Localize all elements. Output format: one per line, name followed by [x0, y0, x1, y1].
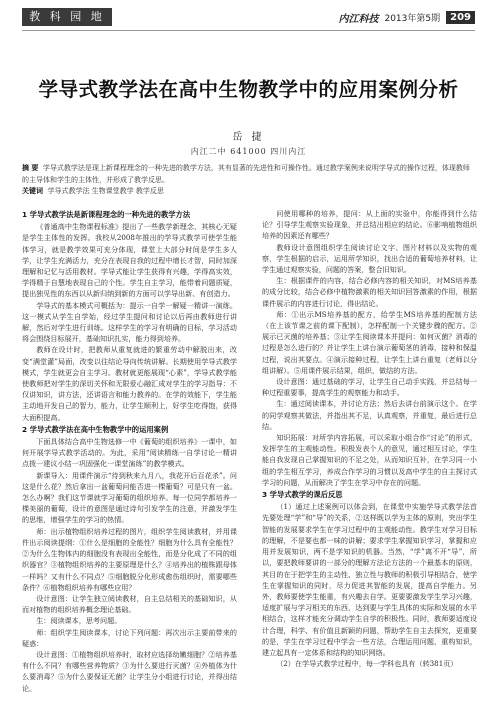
- body-paragraph: 师：出示植物组织培养过程的图片，组织学生阅读教材，并用课件出示阅读提纲：①什么是细胞的全能性？细胞为什么具有全能性？②为什么生物体内的细胞没有表现出全能性，而是分化成了不同的组织器官？③植物组织培养的主要原理是什么？④培养出的植株跟母体一样吗？又有什么不同点？⑤细胞脱分化形成愈伤组织时，需要哪些条件？⑥植物组织培养有哪些应用？: [22, 526, 237, 592]
- left-column: [22, 208, 237, 703]
- body-paragraph: （1）通过上述案例可以体会到，在课堂中实施学导式教学法首先要处理“学”和“导”的关系，②这样既以学为主体的原则，突出学生智能的发展要求学生在学习过程中的主观能动性。教学生对学习目标的理解，不是要也都一味的讲解；要求学生掌握知识学习，掌握和应用并发展知识，两不是学知识的机器。当然，“学”离不开“导”，所以，要把教师要讲的一部分的理解方法论方法的一个最基本的原则，其目的在于把学生的主动性、独立性与教师的积极引导相结合，使学生在掌握知识的同时，尽力促进其智能的发展，提高自学能力。另外，教师要使学生能重，有兴趣去自学。更要要激发学生学习兴趣，适度扩展与学习相关的东西，达到要与学生具体的实际和发展的水平相结合，这样才能充分调动学生自学的积极性。同时，教师要适度设计合理，科学、有价值且新颖的问题，帮助学生自主去探究，更重要的是，学生在学习过程中学会一些方法，合理运用问题，重构知识，建立起具有一定体系和结构的知识网络。: [262, 502, 477, 657]
- header-rule: [22, 30, 475, 31]
- body-paragraph: 生：通过阅读课本，并讨论方法；然后去讲台前演示这个。在学的同学观察其做法，并指出其不足，认真观察，并重复，最后进行总结。: [262, 399, 477, 431]
- body-paragraph: 设计意图：①植物组织培养时，取材应选择幼嫩细胞？②培养基有什么不同？有哪些营养物质？③为什么要进行灭菌？④外植体为什么要消毒？⑤为什么要保证无菌？让学生分小组进行讨论，并得出结论。: [22, 649, 237, 693]
- body-paragraph: 教师在设计时，把教师从重复就进的繁重劳动中解脱出来，改变“满堂灌”局面，改变以往结论导向传统讲解。长期使用学导式教学模式，学生就更会自主学习。教材就更能展现“心素”，学导式教学能使教师把对学生的深切关怀和无限爱心融汇成对学生的学习指导：不仅讲知识，讲方法，还讲语言和能力教养的。在学的效能下，学生能主动地开发自己的智力，能力，让学生顺利上，好学生吃得饱，获得大面积提高。: [22, 345, 237, 422]
- section-tab: 教 科 园 地: [22, 8, 112, 26]
- keywords-line: [22, 186, 475, 198]
- article-author: 岳 捷: [232, 132, 265, 143]
- article-title: 学导式教学法在高中生物教学中的应用案例分析: [38, 78, 459, 101]
- body-paragraph: 下面具体结合高中生物选修一中《葡萄的组织培养》一课中，如何开展学导式教学活动的。为此，采用“阅读精练一自学讨论一精讲点拨一建议小结一巩固强化一课堂演练”的教学模式。: [22, 437, 237, 469]
- page-number: 209: [446, 11, 475, 24]
- body-paragraph: 知识拓展：对所学内容拓展，可以采取小组合作“讨论”的形式，发挥学生的主观能动性。积极发表个人的意见，通过相互讨论，学生能自我发现自己掌握知识的不足之处，从而知识互补，在学习同一小组的学生相互学习，养成合作学习的习惯以及高中学生的自主探讨式学习的问题，从而解决了学生在学习中存在的问题。: [262, 433, 477, 487]
- page-header: [0, 0, 497, 38]
- body-paragraph: 师：组织学生阅读课本，讨论下列问题：再次出示主要前带来的疑惑：: [22, 627, 237, 648]
- right-column: [262, 208, 477, 703]
- keywords-text: 学导式教学法 生物课堂教学 教学反思: [47, 187, 164, 195]
- body-paragraph: 问使用哪种的培养，提问：从上面的实验中，你能得到什么结论？引导学生观察实验现象，并总结出相应的结论。⑥影响植物组织培养的因素还有哪些？: [262, 209, 477, 241]
- body-paragraph: 师：①出示MS培养基的配方，给学生MS培养基的配制方法（在上该节课之前的课下配制），怎样配制一个关键步骤的配方。②展示已灭菌的培养基；③让学生阅读课本并提问：如何灭菌？消毒的过程是怎么进行的？并让学生上讲台演示葡萄茎的消毒，接种和保温过程，说出其要点。④演示接种过程，让学生上讲台重复（老师以分组讲解）。⑤用课件展示结果，组织，做结的方法。: [262, 309, 477, 375]
- body-paragraph: 设计意图：让学生独立阅读教材，自主总结相关的基础知识，从而对植物的组织培养概念理论基础。: [22, 593, 237, 615]
- body-paragraph: 教师设计意图组织学生阅读讨论文字、图片材料以及实物的观察，学生根据的启示，运用所学知识，找出合适的葡萄培养材料，让学生通过观察实验，问题的答案，整合旧知识。: [262, 242, 477, 275]
- keywords-label: 关键词: [22, 187, 43, 195]
- body-paragraph: 设计意图：通过基础的学习，让学生自己动手实践，并总结每一种过程重要事，提高学生的观察能力和动手。: [262, 377, 477, 398]
- body-paragraph: 新课导入：用课件演示“待到秋来九月八，我花开后百花杀”。问这是什么花？然后拿出一盆葡萄问能否进一棵葡萄？可是只有一盆。怎么办啊？我们这节课就学习葡萄的组织培养。每一位同学都培养一棵美丽的葡萄，设计的意图是通过诗句引发学生的注意，并激发学生的思维，增强学生的学习的热情。: [22, 470, 237, 525]
- abstract-block: [22, 163, 475, 198]
- section-heading: 3 学导式教学的课后反思: [262, 490, 343, 500]
- body-paragraph: 生：根据课件的内容，结合必修内容的相关知识，对MS培养基的成分比较，结合必修中植物激素的相关知识回答激素的作用，根据课件展示的内容进行讨论，得出结论。: [262, 276, 477, 308]
- section-heading: 1 学导式教学法是新课程理念的一种先进的教学方法: [22, 210, 191, 219]
- journal-info: [338, 8, 475, 26]
- body-paragraph: 《普通高中生物课程标准》提出了一些教学新理念，其核心无疑是学生主体性的发挥。我校从2008年推出的学导式教学可使学生能体学习，就是教学效果可充分体现，课堂上大部分时间是学生多人学，让学生充满活力，充分在表现自我的过程中增长才智，同时加深理解和记忆与活用教材。学导式能让学生获得有兴趣，学得高实效，学得精于自慧地表现自己的个性。学生自主学习，能带着问题质疑，提出独见性的东西以从新归纳到新的方面可以学导出新、有创造力。: [22, 222, 237, 299]
- body-paragraph: 学导式的基本模式可概括为：提示一自学一解疑一精讲一演练。这一模式从学生自学始，经过学生提问和讨论以后再由教师进行讲解，然后对学生进行训练。这样学生的学习有明确的目标，学习活动将会围绕目标展开，基础知识扎实，能力得到培养。: [22, 300, 237, 344]
- body-paragraph: （2）在学导式教学过程中，每一学科也具有（转381页）: [276, 659, 458, 669]
- magazine-name: 内江科技: [338, 13, 379, 25]
- body-paragraph: 生：阅读课本，思考问题。: [36, 616, 122, 626]
- abstract-label: 摘 要: [22, 164, 39, 172]
- abstract-text: 学导式教学法是现上新课程理念的一种先进的教学方法，其有显著的先进性和可操作性。通过教学案例来说明学导式的操作过程，体现教师的主导体和学生的主体性，并形成了教学反思。: [22, 164, 470, 184]
- section-heading: 2 学导式教学法在高中生物教学中的运用案例: [22, 424, 169, 434]
- article-affiliation: 内江二中 641000 四川内江: [190, 147, 307, 156]
- issue-label: 2013年第5期: [384, 13, 441, 24]
- abstract-line: [22, 163, 475, 186]
